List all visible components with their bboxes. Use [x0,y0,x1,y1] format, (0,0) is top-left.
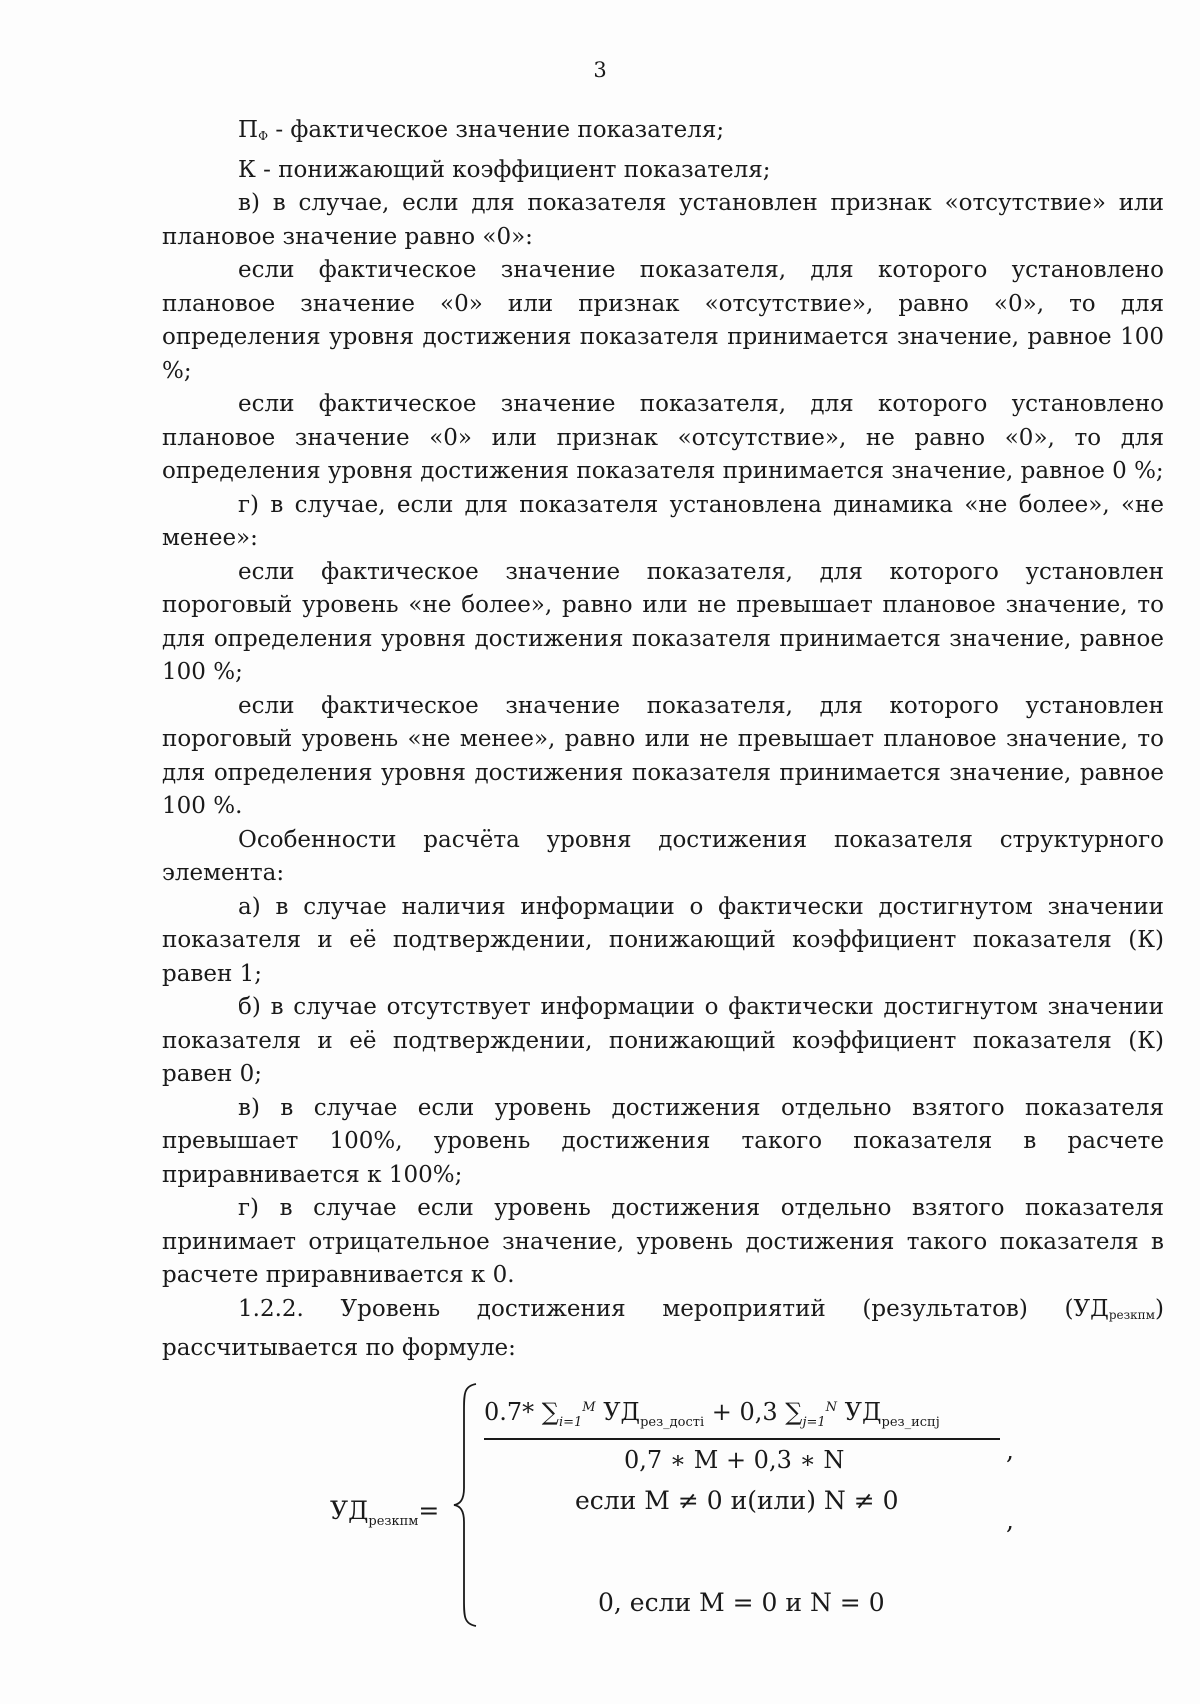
paragraph: б) в случае отсутствует информации о фактически достигнутом значении показателя и её подтверждении, понижающий коэффициент показателя (К) равен 0; [162,994,1164,1087]
body-text [162,114,1164,1366]
paragraph: если фактическое значение показателя, для которого установлено плановое значение «0» или признак «отсутствие», равно «0», то для определения уровня достижения показателя принимается значение, равное 100 %; [162,257,1164,384]
paragraph: Особенности расчёта уровня достижения показателя структурного элемента: [162,826,1164,886]
paragraph: г) в случае если уровень достижения отдельно взятого показателя принимает отрицательное значение, уровень достижения такого показателя в расчете приравнивается к 0. [162,1195,1164,1288]
paragraph: в) в случае, если для показателя установлен признак «отсутствие» или плановое значение равно «0»: [162,190,1164,250]
paragraph: если фактическое значение показателя, для которого установлен пороговый уровень «не более», равно или не превышает плановое значение, то для определения уровня достижения показателя принимается значение, равное 100 %; [162,558,1164,685]
curly-brace-icon [450,1380,480,1630]
formula-condition-1: если M ≠ 0 и(или) N ≠ 0 [575,1486,899,1515]
formula-condition-2: 0, если M = 0 и N = 0 [598,1588,885,1617]
paragraph: в) в случае если уровень достижения отдельно взятого показателя превышает 100%, уровень достижения такого показателя в расчете приравнивается к 100%; [162,1094,1164,1188]
paragraph: если фактическое значение показателя, для которого установлено плановое значение «0» или признак «отсутствие», не равно «0», то для определения уровня достижения показателя принимается значение, равное 0 %; [162,391,1164,484]
formula-denominator: 0,7 ∗ M + 0,3 ∗ N [624,1446,845,1474]
fraction-bar [484,1438,1000,1440]
paragraph: 1.2.2. Уровень достижения мероприятий (результатов) $(УД_{резкпм})$ рассчитывается по формуле: [162,1295,1164,1361]
paragraph: если фактическое значение показателя, для которого установлен пороговый уровень «не менее», равно или не превышает плановое значение, то для определения уровня достижения показателя принимается значение, равное 100 %. [162,692,1164,819]
paragraph: К - понижающий коэффициент показателя; [238,156,771,183]
formula [0,1380,1200,1630]
formula-numerator: 0.7* $\sum_{i=1}^M$ $УД_{рез\_достi} + 0,3$ $\sum_{j=1}^N$ $УД_{рез\_испj}$ [484,1398,940,1430]
page-number: 3 [593,58,607,82]
paragraph: г) в случае, если для показателя установлена динамика «не более», «не менее»: [162,491,1164,551]
formula-comma: , [1006,1436,1014,1465]
paragraph: $П_Ф$ - фактическое значение показателя; [238,117,725,143]
formula-comma: , [1006,1506,1014,1535]
formula-lhs: $УД_{резкпм}=$ [330,1496,440,1529]
paragraph: а) в случае наличия информации о фактически достигнутом значении показателя и её подтверждении, понижающий коэффициент показателя (К) равен 1; [162,893,1164,987]
